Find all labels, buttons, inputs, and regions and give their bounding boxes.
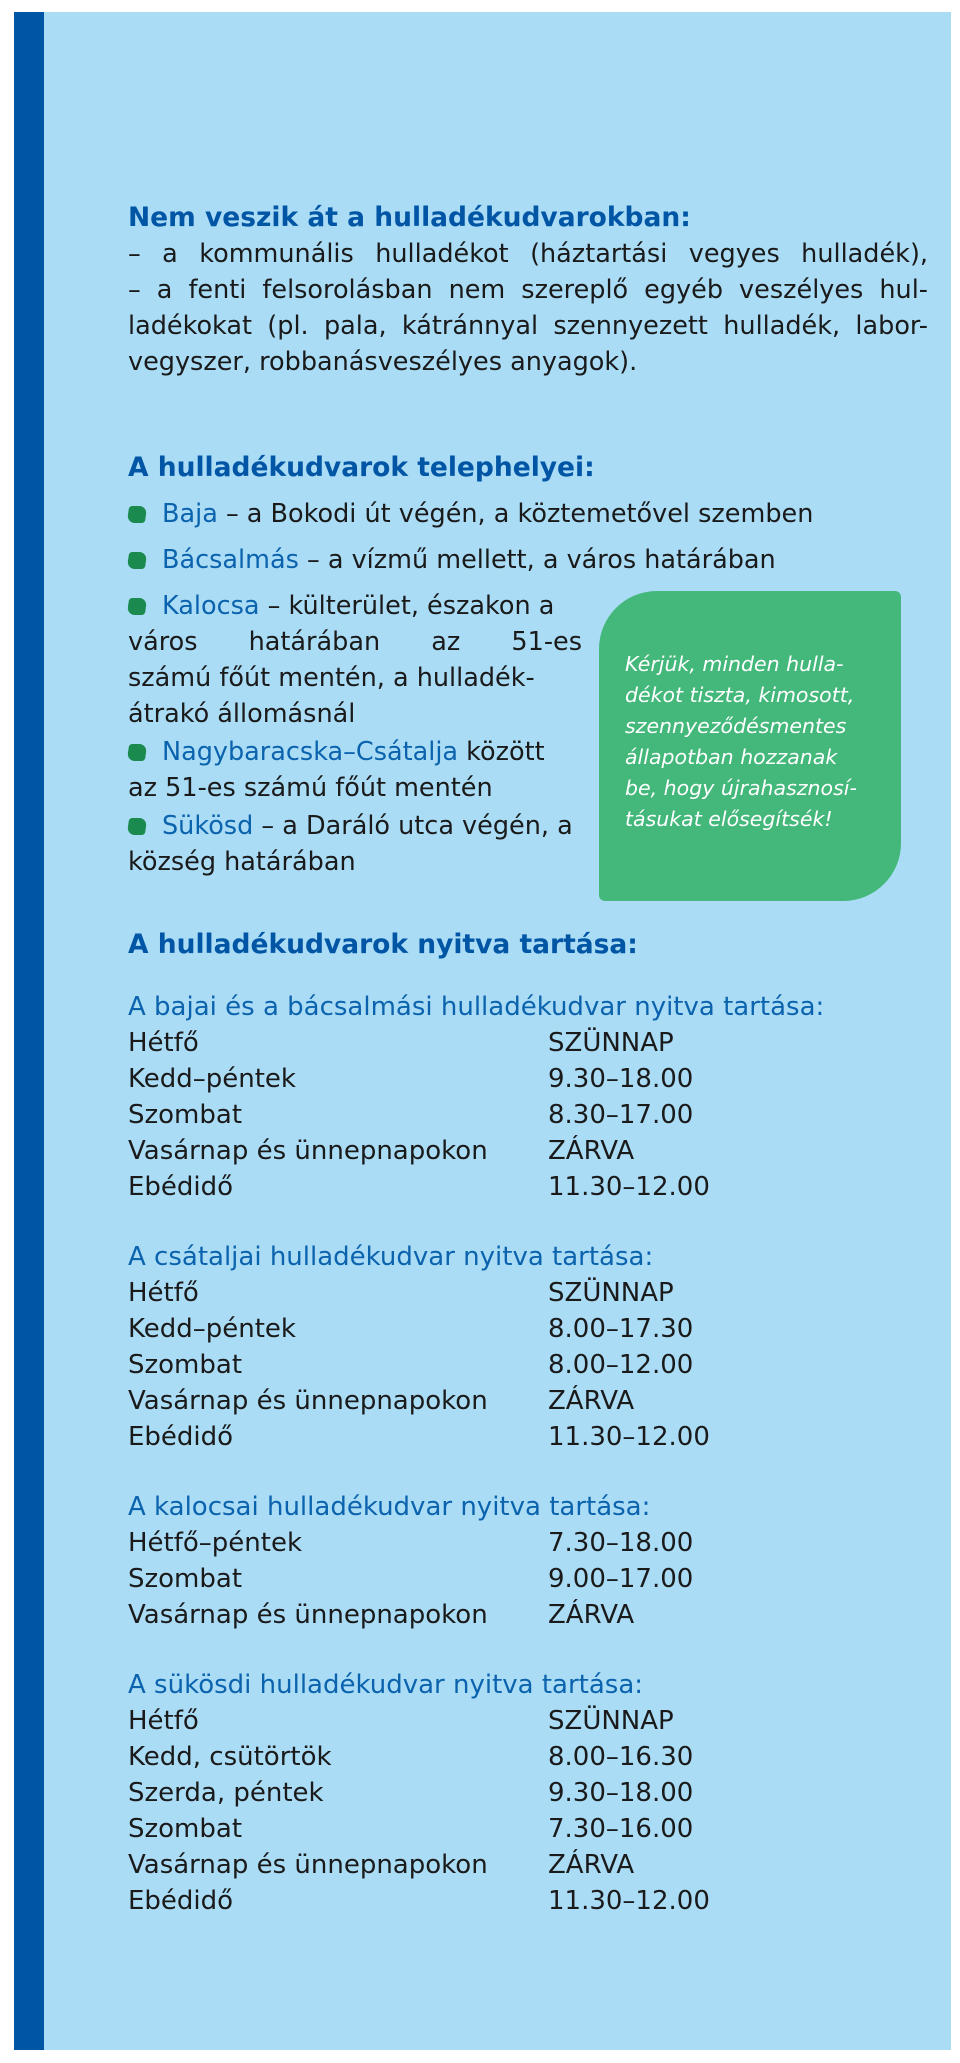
schedule-row [128, 1419, 928, 1455]
schedule-time: SZÜNNAP [548, 1278, 674, 1308]
town-description: – a Daráló utca végén, a [253, 811, 573, 841]
schedule-row [128, 1525, 928, 1561]
town-name: Sükösd [162, 811, 254, 841]
list-item-line [162, 542, 928, 578]
schedule-row [128, 1811, 928, 1847]
schedule-title: A bajai és a bácsalmási hulladékudvar nyitva tartása: [128, 992, 825, 1022]
bullet-icon [127, 744, 147, 761]
schedule-row [128, 1025, 928, 1061]
schedule-row [128, 1597, 928, 1633]
schedule-time: 7.30–18.00 [548, 1528, 694, 1558]
schedule-day: Kedd, csütörtök [128, 1742, 332, 1772]
town-description: átrakó állomásnál [128, 699, 356, 729]
schedule-csatalja [128, 1239, 928, 1455]
town-description: – a Bokodi út végén, a köztemetővel szemben [217, 499, 814, 529]
note-text [625, 649, 887, 835]
schedule-day: Szombat [128, 1350, 243, 1380]
schedule-row [128, 1883, 928, 1919]
text-line: – a fenti felsorolásban nem szereplő egyéb veszélyes hul- [128, 275, 928, 305]
list-item [128, 588, 582, 732]
schedule-row [128, 1703, 928, 1739]
schedule-time: 7.30–16.00 [548, 1814, 694, 1844]
schedule-time: SZÜNNAP [548, 1028, 674, 1058]
town-name: Baja [162, 499, 218, 529]
schedule-day: Kedd–péntek [128, 1064, 296, 1094]
town-description: község határában [128, 847, 356, 877]
not-accepted-heading: Nem veszik át a hulladékudvarokban: [128, 202, 691, 233]
text-line: vegyszer, robbanásveszélyes anyagok). [128, 347, 638, 377]
town-name: Nagybaracska–Csátalja [162, 737, 459, 767]
schedule-row [128, 1133, 928, 1169]
schedule-time: 9.30–18.00 [548, 1064, 694, 1094]
list-item [128, 542, 928, 578]
page [14, 12, 951, 2050]
schedule-row [128, 1097, 928, 1133]
town-description: – külterület, északon a [259, 591, 555, 621]
schedule-time: 9.30–18.00 [548, 1778, 694, 1808]
schedule-time: ZÁRVA [548, 1136, 635, 1166]
note-line: szennyeződésmentes [625, 714, 847, 738]
note-line: be, hogy újrahasznosí- [625, 776, 857, 800]
schedule-row [128, 1383, 928, 1419]
schedule-time: 11.30–12.00 [548, 1172, 710, 1202]
schedule-day: Szombat [128, 1564, 243, 1594]
bullet-icon [127, 506, 147, 523]
schedule-time: 9.00–17.00 [548, 1564, 694, 1594]
text-line: – a kommunális hulladékot (háztartási vegyes hulladék), [128, 239, 928, 269]
schedule-row [128, 1169, 928, 1205]
schedule-row [128, 1561, 928, 1597]
schedule-time: 8.30–17.00 [548, 1100, 694, 1130]
bullet-icon [127, 552, 147, 569]
list-item-line [162, 588, 582, 624]
not-accepted-text [128, 236, 928, 380]
town-description: az 51-es számú főút mentén [128, 773, 493, 803]
schedule-day: Ebédidő [128, 1886, 234, 1916]
town-description: város határában az 51-es [128, 627, 582, 657]
schedule-baja-bacsalmas [128, 989, 928, 1205]
schedule-row [128, 1347, 928, 1383]
schedule-time: 11.30–12.00 [548, 1886, 710, 1916]
note-line: tásukat elősegítsék! [625, 807, 833, 831]
town-description: között [458, 737, 545, 767]
note-line: állapotban hozzanak [625, 745, 838, 769]
note-line: Kérjük, minden hulla- [625, 652, 844, 676]
schedule-day: Hétfő [128, 1028, 199, 1058]
schedule-row [128, 1775, 928, 1811]
schedule-row [128, 1847, 928, 1883]
schedule-day: Vasárnap és ünnepnapokon [128, 1386, 488, 1416]
schedule-day: Ebédidő [128, 1422, 234, 1452]
schedule-row [128, 1061, 928, 1097]
schedule-day: Szombat [128, 1100, 243, 1130]
schedule-day: Szombat [128, 1814, 243, 1844]
schedule-title: A sükösdi hulladékudvar nyitva tartása: [128, 1670, 644, 1700]
schedule-time: SZÜNNAP [548, 1706, 674, 1736]
schedule-time: ZÁRVA [548, 1386, 635, 1416]
town-description: számú főút mentén, a hulladék- [128, 663, 535, 693]
schedule-title: A kalocsai hulladékudvar nyitva tartása: [128, 1492, 651, 1522]
list-item [128, 496, 928, 532]
schedule-row [128, 1275, 928, 1311]
bullet-icon [127, 598, 147, 615]
list-item-line [162, 496, 928, 532]
schedule-day: Hétfő [128, 1706, 199, 1736]
schedule-sukosd [128, 1667, 928, 1919]
town-name: Bácsalmás [162, 545, 299, 575]
schedule-day: Hétfő [128, 1278, 199, 1308]
schedule-day: Ebédidő [128, 1172, 234, 1202]
schedule-day: Szerda, péntek [128, 1778, 324, 1808]
schedule-row [128, 1311, 928, 1347]
left-stripe [14, 12, 44, 2050]
town-name: Kalocsa [162, 591, 260, 621]
schedule-time: 8.00–16.30 [548, 1742, 694, 1772]
schedule-day: Vasárnap és ünnepnapokon [128, 1600, 488, 1630]
schedule-time: 11.30–12.00 [548, 1422, 710, 1452]
note-box [599, 591, 901, 901]
schedule-title: A csátaljai hulladékudvar nyitva tartása: [128, 1242, 654, 1272]
text-line: ladékokat (pl. pala, kátránnyal szennyezett hulladék, labor- [128, 311, 928, 341]
schedule-day: Kedd–péntek [128, 1314, 296, 1344]
schedule-time: 8.00–12.00 [548, 1350, 694, 1380]
not-accepted-section [128, 200, 928, 380]
schedule-kalocsa [128, 1489, 928, 1633]
schedule-time: 8.00–17.30 [548, 1314, 694, 1344]
locations-heading: A hulladékudvarok telephelyei: [128, 452, 595, 483]
schedule-day: Hétfő–péntek [128, 1528, 303, 1558]
note-line: dékot tiszta, kimosott, [625, 683, 855, 707]
bullet-icon [127, 818, 147, 835]
schedule-time: ZÁRVA [548, 1850, 635, 1880]
opening-hours-section [128, 927, 928, 1919]
schedule-time: ZÁRVA [548, 1600, 635, 1630]
opening-hours-heading: A hulladékudvarok nyitva tartása: [128, 929, 638, 960]
schedule-day: Vasárnap és ünnepnapokon [128, 1136, 488, 1166]
schedule-day: Vasárnap és ünnepnapokon [128, 1850, 488, 1880]
town-description: – a vízmű mellett, a város határában [298, 545, 776, 575]
schedule-row [128, 1739, 928, 1775]
